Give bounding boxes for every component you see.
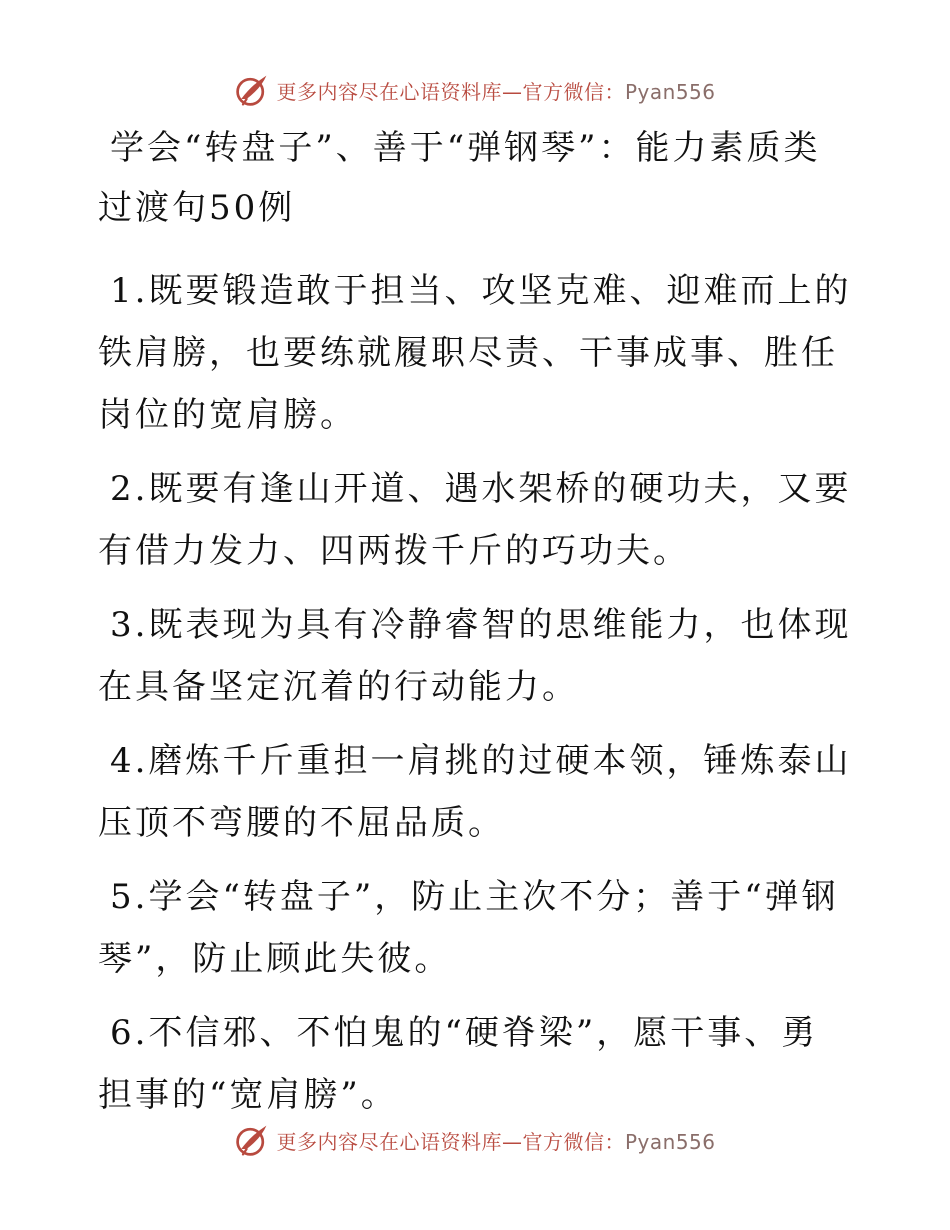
list-item: 6.不信邪、不怕鬼的“硬脊梁”，愿干事、勇担事的“宽肩膀”。	[98, 1013, 819, 1115]
banner-wechat-id: Pyan556	[624, 1129, 716, 1154]
list-item: 5.学会“转盘子”，防止主次不分；善于“弹钢琴”，防止顾此失彼。	[98, 877, 839, 979]
quill-pen-circle-icon	[234, 1122, 270, 1158]
list-item: 2.既要有逢山开道、遇水架桥的硬功夫，又要有借力发力、四两拨千斤的巧功夫。	[98, 469, 852, 571]
footer-watermark-banner	[0, 1120, 950, 1160]
list-item: 4.磨炼千斤重担一肩挑的过硬本领，锤炼泰山压顶不弯腰的不屈品质。	[98, 741, 852, 843]
document-body	[98, 118, 854, 1138]
list-item: 3.既表现为具有冷静睿智的思维能力，也体现在具备坚定沉着的行动能力。	[98, 605, 852, 707]
list-item: 1.既要锻造敢于担当、攻坚克难、迎难而上的铁肩膀，也要练就履职尽责、干事成事、胜任岗位的宽肩膀。	[98, 271, 852, 435]
banner-wechat-id: Pyan556	[624, 79, 716, 104]
document-title: 学会“转盘子”、善于“弹钢琴”：能力素质类过渡句50例	[98, 128, 821, 228]
banner-text: 更多内容尽在心语资料库—官方微信：	[276, 79, 625, 104]
header-watermark-banner	[0, 70, 950, 110]
quill-pen-circle-icon	[234, 72, 270, 108]
banner-label	[276, 1126, 715, 1155]
banner-text: 更多内容尽在心语资料库—官方微信：	[276, 1129, 625, 1154]
banner-label	[276, 76, 715, 105]
